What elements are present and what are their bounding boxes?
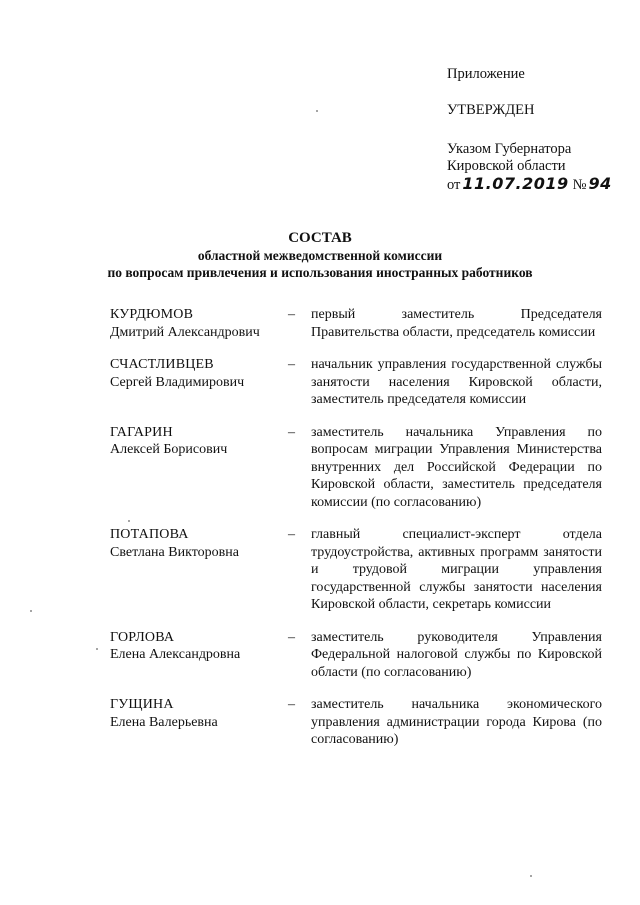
member-given-name: Алексей Борисович [110,442,228,457]
title-main: СОСТАВ [288,230,352,246]
member-row [110,526,602,614]
member-given-name: Светлана Викторовна [110,544,239,560]
member-surname: ГУЩИНА [110,697,174,712]
member-given-name: Дмитрий Александрович [110,324,260,340]
member-role: заместитель начальника Управления по вопросам миграции Управления Министерства внутренних дел Российской Федерации по Кировской области, заместитель председателя комиссии (по согласованию) [311,424,602,510]
member-row [110,424,602,512]
members-list [110,306,602,764]
member-name [110,424,288,512]
handwritten-number: 94 [588,174,612,193]
member-dash: – [288,527,295,542]
member-dash: – [288,697,295,712]
scan-speck [96,648,98,650]
member-surname: ПОТАПОВА [110,527,189,542]
document-title [0,229,640,281]
member-surname: СЧАСТЛИВЦЕВ [110,357,214,372]
scan-speck [316,110,318,112]
member-row [110,356,602,409]
member-dash: – [288,307,295,322]
approval-stamp [447,66,616,194]
member-dash: – [288,424,295,440]
member-name [110,356,288,409]
member-name [110,696,288,749]
member-given-name: Елена Валерьевна [110,714,218,730]
date-prefix: от [447,177,461,193]
member-role: начальник управления государственной службы занятости населения Кировской области, заместитель председателя комиссии [311,357,602,407]
member-surname: КУРДЮМОВ [110,307,194,322]
scan-speck [30,610,32,612]
member-name [110,306,288,341]
member-row [110,696,602,749]
member-name [110,629,288,682]
member-name [110,526,288,614]
title-line-2: по вопросам привлечения и использования иностранных работников [107,265,533,280]
member-given-name: Елена Александровна [110,647,241,662]
decree-date-row [447,175,616,194]
member-role: заместитель начальника экономического управления администрации города Кирова (по согласованию) [311,697,602,747]
member-row [110,629,602,682]
member-dash: – [288,357,295,372]
decree-line-1: Указом Губернатора [447,141,572,157]
number-sign: № [572,177,587,193]
appendix-label: Приложение [447,66,525,82]
member-given-name: Сергей Владимирович [110,374,245,390]
member-role: главный специалист-эксперт отдела трудоустройства, активных программ занятости и трудовой миграции управления государственной службы занятости населения Кировской области, секретарь комиссии [311,527,602,612]
title-line-1: областной межведомственной комиссии [197,248,443,263]
scan-speck [128,520,130,522]
member-role: первый заместитель Председателя Правительства области, председатель комиссии [311,307,602,340]
member-row [110,306,602,341]
member-surname: ГОРЛОВА [110,629,175,645]
decree-line-2: Кировской области [447,158,566,174]
member-role: заместитель руководителя Управления Федеральной налоговой службы по Кировской области (по согласованию) [311,629,602,680]
scan-speck [530,875,532,877]
member-dash: – [288,629,295,645]
handwritten-date: 11.07.2019 [462,174,569,193]
approved-label: УТВЕРЖДЕН [447,102,535,118]
member-surname: ГАГАРИН [110,424,173,440]
